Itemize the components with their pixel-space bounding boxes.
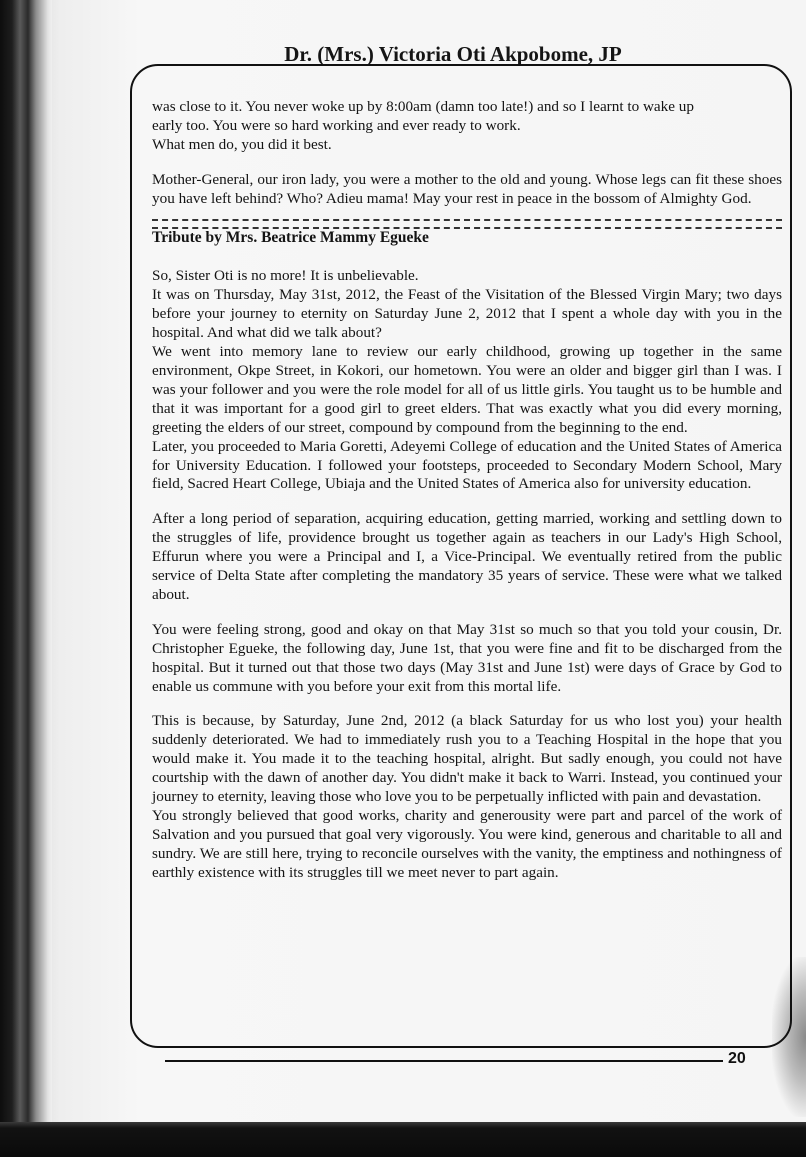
book-spine: [0, 0, 52, 1157]
tribute-title: Tribute by Mrs. Beatrice Mammy Egueke: [152, 228, 429, 246]
intro-paragraph: Mother-General, our iron lady, you were a mother to the old and young. Whose legs can fit these shoes you have left behind? Who? Adieu mama! May your rest in peace in the bossom of Almighty God.: [152, 170, 782, 207]
tribute-paragraph: Later, you proceeded to Maria Goretti, Adeyemi College of education and the United States of America for University Education. I followed your footsteps, proceeded to Secondary Modern School, Mary field, Sacred Heart College, Ubiaja and the United States of America also for university education.: [152, 437, 782, 493]
footer-rule: [165, 1060, 723, 1062]
tribute-paragraph: After a long period of separation, acquiring education, getting married, working and settling down to the struggles of life, providence brought us together again as teachers in our Lady's High School, Effurun where you were a Principal and I, a Vice-Principal. We eventually retired from the public service of Delta State after completing the mandatory 35 years of service. These were what we talked about.: [152, 510, 782, 603]
page-number: 20: [728, 1050, 746, 1067]
tribute-paragraph: You strongly believed that good works, charity and generousity were part and parcel of the work of Salvation and you pursued that goal very vigorously. You were kind, generous and charitable to all and sundry. We are still here, trying to reconcile ourselves with the vanity, the emptiness and nothingness of earthly existence with its struggles till we meet never to part again.: [152, 807, 782, 881]
section-divider: [152, 219, 782, 229]
page-content: [152, 98, 782, 883]
bottom-shadow-band: [0, 1122, 806, 1157]
tribute-paragraph: You were feeling strong, good and okay on that May 31st so much so that you told your cousin, Dr. Christopher Egueke, the following day, June 1st, that you were fine and fit to be discharged from the hospital. But it turned out that those two days (May 31st and June 1st) were days of Grace by God to enable us commune with you before your exit from this mortal life.: [152, 620, 782, 695]
tribute-body: [152, 267, 782, 882]
intro-line: early too. You were so hard working and ever ready to work.: [152, 116, 521, 134]
tribute-paragraph: So, Sister Oti is no more! It is unbelievable.: [152, 267, 419, 285]
intro-line: was close to it. You never woke up by 8:00am (damn too late!) and so I learnt to wake up: [152, 98, 694, 115]
running-header: Dr. (Mrs.) Victoria Oti Akpobome, JP: [284, 42, 622, 66]
tribute-paragraph: It was on Thursday, May 31st, 2012, the Feast of the Visitation of the Blessed Virgin Mary; two days before your journey to eternity on Saturday June 2, 2012 that I spent a whole day with you in the hospital. And what did we talk about?: [152, 286, 782, 342]
tribute-paragraph: We went into memory lane to review our early childhood, growing up together in the same environment, Okpe Street, in Kokori, our hometown. You were an older and bigger girl than I was. I was your follower and you were the role model for all of us little girls. You taught us to be humble and that it was important for a good girl to greet elders. That was exactly what you did every morning, greeting the elders of our street, compound by compound from the beginning to the end.: [152, 343, 782, 436]
tribute-paragraph: This is because, by Saturday, June 2nd, 2012 (a black Saturday for us who lost you) your health suddenly deteriorated. We had to immediately rush you to a Teaching Hospital in the hope that you would make it. You made it to the teaching hospital, alright. But sadly enough, you could not have courtship with the dawn of another day. You didn't make it back to Warri. Instead, you continued your journey to eternity, leaving those who love you to be perpetually inflicted with pain and devastation.: [152, 712, 782, 806]
intro-line: What men do, you did it best.: [152, 135, 332, 153]
